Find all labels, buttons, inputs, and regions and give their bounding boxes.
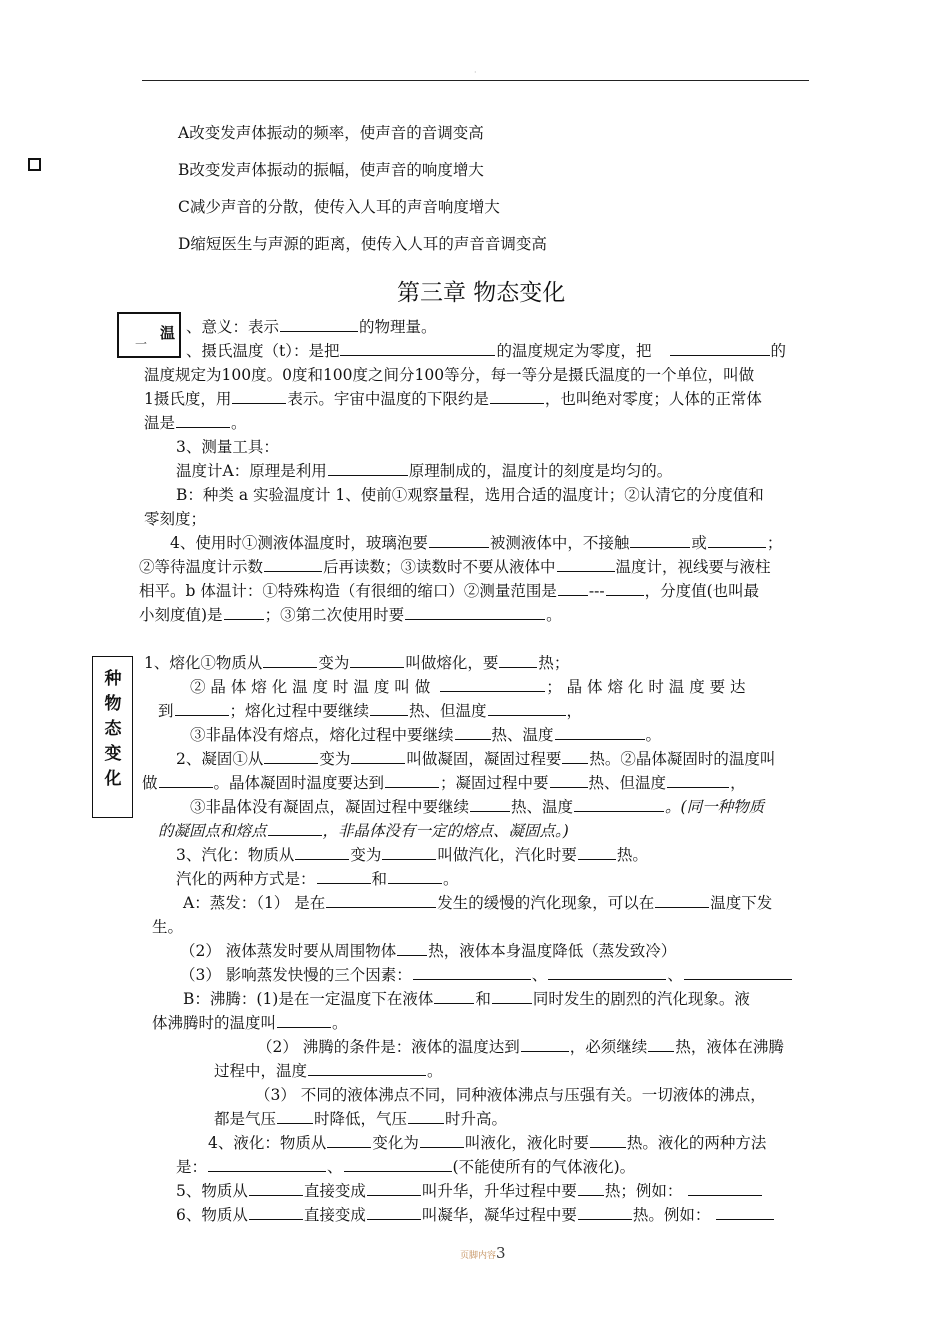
section-temperature-mark: 一 [135,337,148,351]
page-footer [460,1244,506,1262]
vaporize-1: 3、汽化：物质从 变为 叫做汽化，汽化时要 热。 [176,846,648,864]
section-states-box [92,656,133,818]
evaporation-1: A：蒸发：（1） 是在 发生的缓慢的汽化现象，可以在 温度下发 [183,894,773,912]
line-03: 温度规定为100度。0度和100度之间分100等分，每一等分是摄氏温度的一个单位，叫做 [144,366,755,384]
evaporation-2: 生。 [152,918,184,936]
boiling-4: 过程中，温度 。 [214,1062,443,1080]
solidify-2: 做 。晶体凝固时温度要达到 ；凝固过程中要 热、但温度 ， [142,774,746,792]
option-a: A改变发声体振动的频率，使声音的音调变高 [178,124,484,142]
evaporation-3: （2） 液体蒸发时要从周围物体 热，液体本身温度降低（蒸发致冷） [180,942,677,960]
line-10: 4、使用时①测液体温度时，玻璃泡要 被测液体中，不接触 或 ； [170,534,783,552]
vaporize-2: 汽化的两种方式是： 和 。 [176,870,459,888]
solidify-1: 2、凝固①从 变为 叫做凝固，凝固过程要 热。②晶体凝固时的温度叫 [176,750,776,768]
boiling-3: （2） 沸腾的条件是：液体的温度达到 ，必须继续 热，液体在沸腾 [257,1038,784,1056]
liquefy-2: 是： 、 (不能使所有的气体液化)。 [176,1158,636,1176]
melt-3: 到 ；熔化过程中要继续 热、但温度 ， [158,702,583,720]
checkbox-icon [28,158,41,171]
boiling-6: 都是气压 时降低，气压 时升高。 [214,1110,508,1128]
solidify-4: 的凝固点和熔点 ，非晶体没有一定的熔点、凝固点。) [158,822,569,840]
sublimation: 5、物质从 直接变成 叫升华，升华过程中要 热；例如： [176,1180,763,1202]
line-06: 3、测量工具： [176,438,279,456]
desublimation: 6、物质从 直接变成 叫凝华，凝华过程中要 热。例如： [176,1204,775,1226]
liquefy-1: 4、液化：物质从 变化为 叫液化，液化时要 热。液化的两种方法 [208,1134,767,1152]
option-b: B改变发声体振动的振幅，使声音的响度增大 [178,161,484,179]
section-temperature-box [117,312,181,358]
option-d: D缩短医生与声源的距离，使传入人耳的声音音调变高 [178,235,547,253]
line-12: 相平。b 体温计：①特殊构造（有很细的缩口）②测量范围是 --- ，分度值(也叫最 [139,582,760,600]
melt-4: ③非晶体没有熔点，熔化过程中要继续 热、温度 。 [190,726,662,744]
chapter-title: 第三章 物态变化 [397,280,566,306]
boiling-5: （3） 不同的液体沸点不同，同种液体沸点与压强有关。一切液体的沸点， [255,1086,766,1104]
solidify-3: ③非晶体没有凝固点，凝固过程中要继续 热、温度 。(同一种物质 [190,798,765,816]
header-rule [142,80,809,81]
section-states-label: 种物态变化 [104,669,122,789]
evaporation-4: （3） 影响蒸发快慢的三个因素： 、 、 [180,964,793,986]
melt-1: 1、熔化①物质从 变为 叫做熔化，要 热； [144,654,570,672]
melt-2: ② 晶 体 熔 化 温 度 时 温 度 叫 做 ； 晶 体 熔 化 时 温 度 要 达 [190,678,746,696]
line-01: 、意义：表示 的物理量。 [186,318,437,336]
line-08: B：种类 a 实验温度计 1、使前①观察量程，选用合适的温度计；②认清它的分度值和 [176,486,764,504]
line-09: 零刻度； [144,510,207,528]
footer-label: 页脚内容 [460,1251,497,1261]
line-05: 温是 。 [144,414,247,432]
page-number: 3 [496,1244,506,1262]
line-07: 温度计A：原理是利用 原理制成的，温度计的刻度是均匀的。 [176,462,673,480]
line-04: 1摄氏度，用 表示。宇宙中温度的下限约是 ，也叫绝对零度；人体的正常体 [144,390,762,408]
option-c: C减少声音的分散，使传入人耳的声音响度增大 [178,198,500,216]
line-13: 小刻度值)是 ；③第二次使用时要 。 [139,606,562,624]
line-02: 、摄氏温度（t）：是把 的温度规定为零度，把 的 [186,342,787,360]
section-temperature-label: 温 [159,324,175,342]
header-mark: · [474,68,477,77]
boiling-2: 体沸腾时的温度叫 。 [152,1014,348,1032]
line-11: ②等待温度计示数 后再读数；③读数时不要从液体中 温度计，视线要与液柱 [139,558,771,576]
boiling-1: B：沸腾：(1)是在一定温度下在液体 和 同时发生的剧烈的汽化现象。液 [183,990,750,1008]
